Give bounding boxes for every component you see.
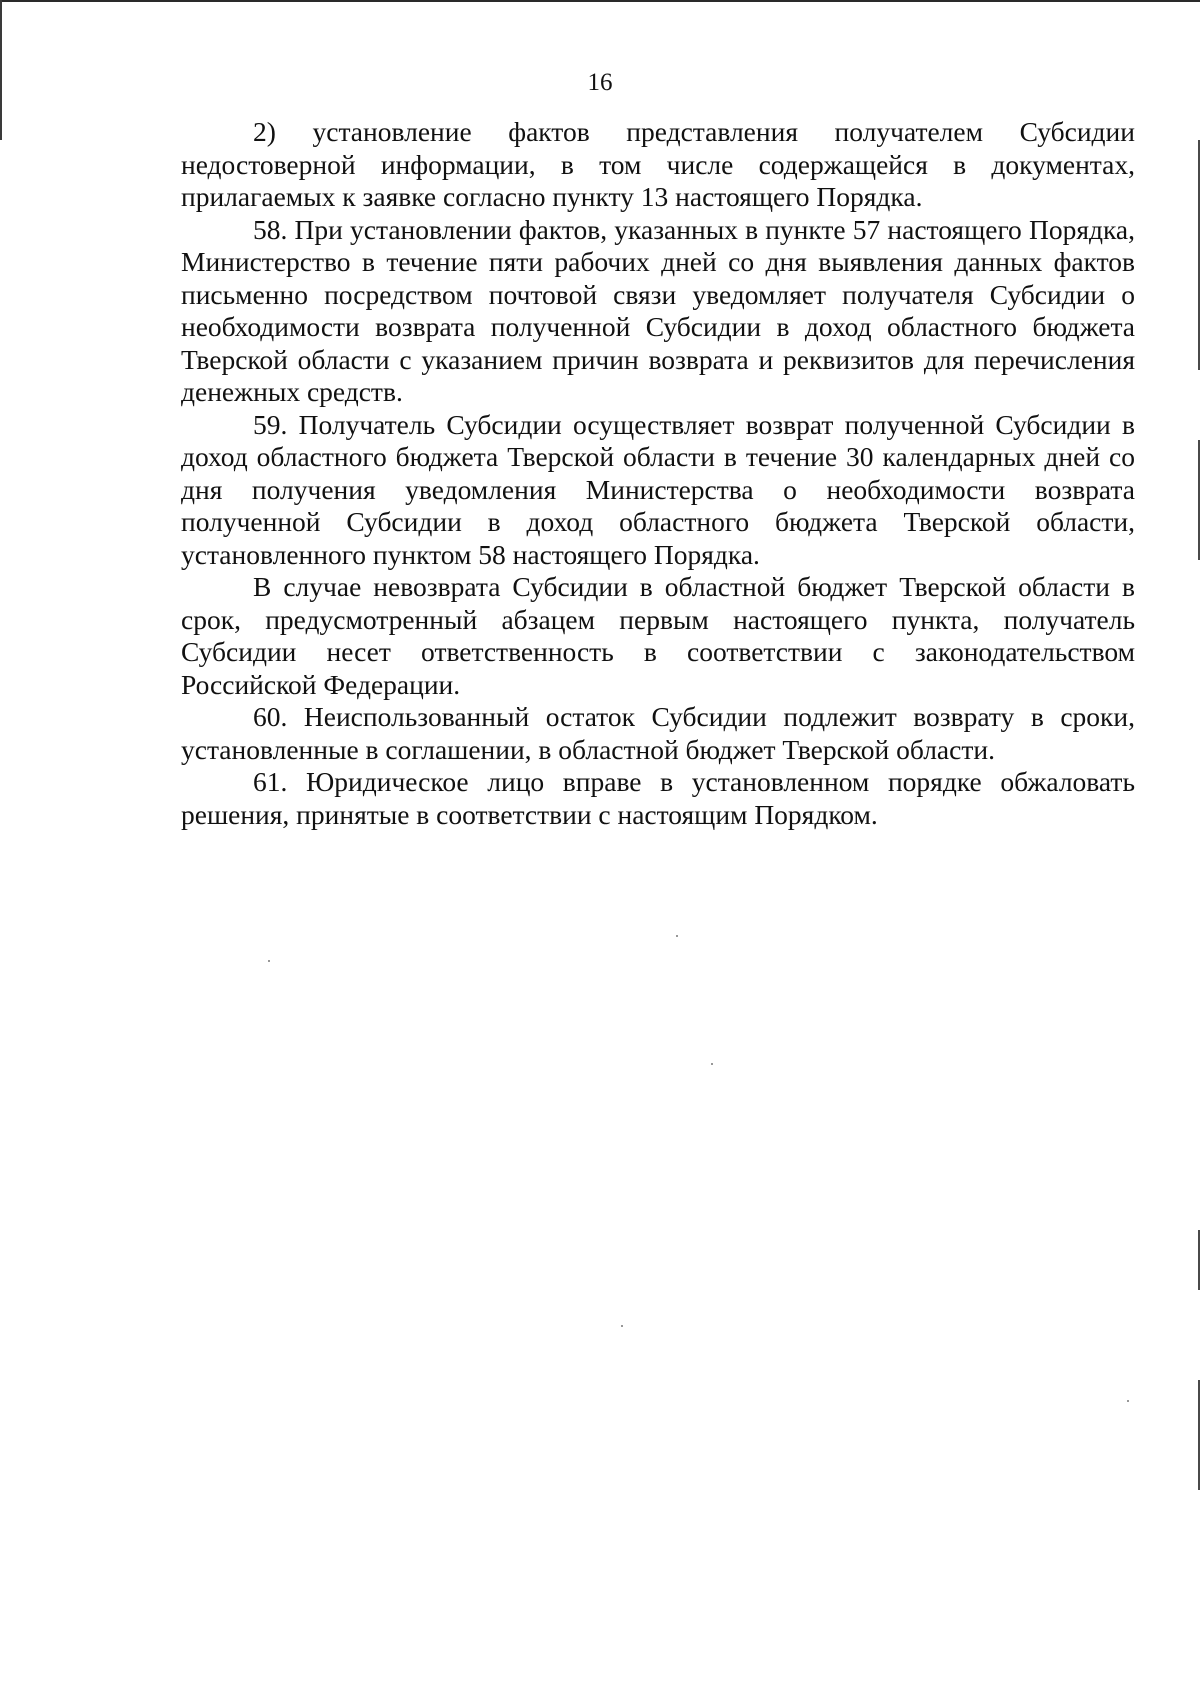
paragraph-59: 59. Получатель Субсидии осуществляет возврат полученной Субсидии в доход областного бюджета Тверской области в течение 30 календарных дней со дня получения уведомления Министерства о необходимости возврата полученной Субсидии в доход областного бюджета Тверской области, установленного пунктом 58 настоящего Порядка. xyxy=(181,408,1135,570)
scan-speck xyxy=(676,935,678,937)
scan-edge-top xyxy=(0,0,1200,2)
scan-speck xyxy=(621,1325,623,1327)
paragraph-61: 61. Юридическое лицо вправе в установленном порядке обжаловать решения, принятые в соответствии с настоящим Порядком. xyxy=(181,766,1135,830)
paragraph-58: 58. При установлении фактов, указанных в пункте 57 настоящего Порядка, Министерство в течение пяти рабочих дней со дня выявления данных фактов письменно посредством почтовой связи уведомляет получателя Субсидии о необходимости возврата полученной Субсидии в доход областного бюджета Тверской области с указанием причин возврата и реквизитов для перечисления денежных средств. xyxy=(181,213,1135,407)
scan-speck xyxy=(268,960,270,962)
scan-speck xyxy=(1127,1400,1129,1402)
paragraph-clause-2: 2) установление фактов представления получателем Субсидии недостоверной информации, в том числе содержащейся в документах, прилагаемых к заявке согласно пункту 13 настоящего Порядка. xyxy=(181,116,1135,212)
paragraph-60: 60. Неиспользованный остаток Субсидии подлежит возврату в сроки, установленные в соглашении, в областной бюджет Тверской области. xyxy=(181,701,1135,765)
page-number: 16 xyxy=(587,69,613,96)
document-body xyxy=(181,116,1135,831)
paragraph-59-non-return: В случае невозврата Субсидии в областной бюджет Тверской области в срок, предусмотренный абзацем первым настоящего пункта, получатель Субсидии несет ответственность в соответствии с законодательством Российской Федерации. xyxy=(181,571,1135,700)
scan-speck xyxy=(711,1063,713,1065)
